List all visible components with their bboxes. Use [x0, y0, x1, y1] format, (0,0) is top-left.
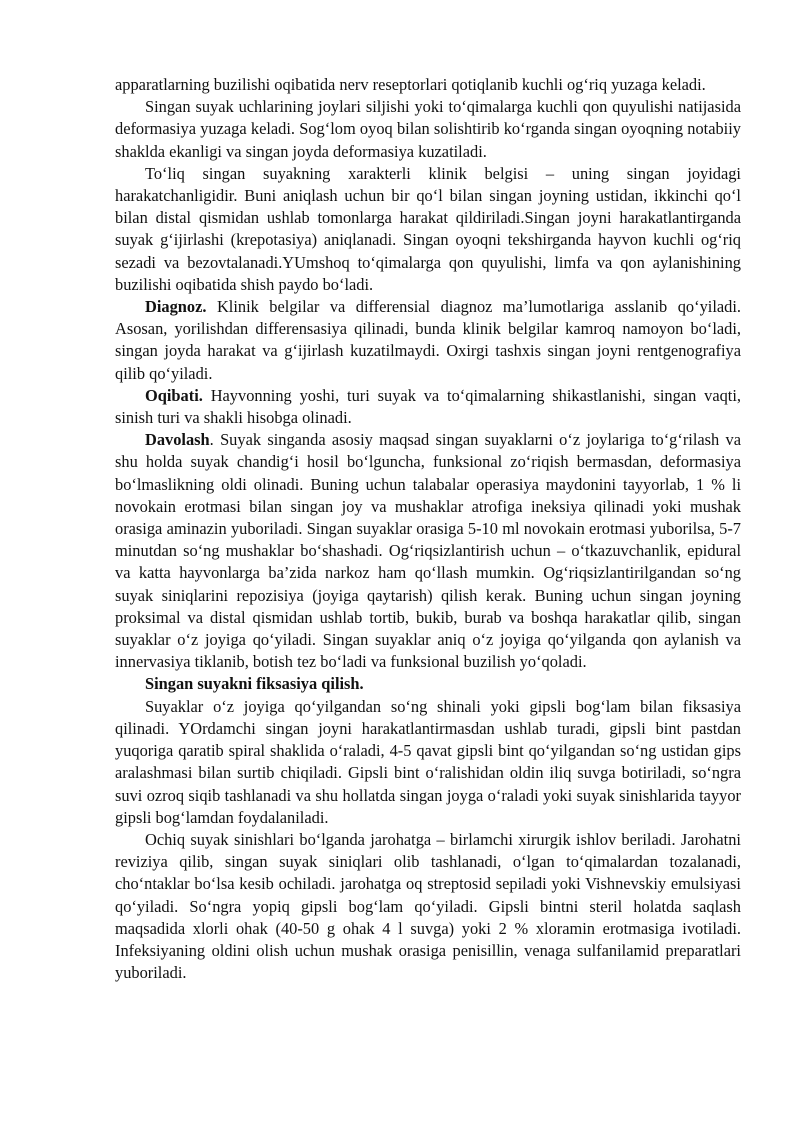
heading-davolash: Davolash: [145, 430, 210, 450]
paragraph-diagnoz: [115, 296, 741, 385]
paragraph-davolash-text: . Suyak singanda asosiy maqsad singan suyaklarni o‘z joylariga to‘g‘rilash va shu holda suyak chandig‘i hosil bo‘lguncha, funksional zo‘riqish bermasdan, deformasiya bo‘lmaslikning oldi olinadi. Buning uchun talabalar operasiya maydonini tayyorlab, 1 % li novokain erotmasi bilan singan joy va mushaklar atrofiga ineksiya qilinadi yoki mushak orasiga aminazin yuboriladi. Singan suyaklar orasiga 5-10 ml novokain erotmasi yuborilsa, 5-7 minutdan so‘ng mushaklar bo‘shashadi. Og‘riqsizlantirish uchun – o‘tkazuvchanlik, epidural va katta hayvonlarga ba’zida narkoz ham qo‘llash mumkin. Og‘riqsizlantirilgandan so‘ng suyak siniqlarini repozisiya (joyiga qaytarish) qilish kerak. Buning uchun singan joyning proksimal va distal qismidan ushlab tortib, bukib, burab va boshqa harakatlar qilib, singan suyaklar o‘z joyiga qo‘yiladi. Singan suyaklar aniq o‘z joyiga qo‘yilganda qon aylanish va innervasiya tiklanib, botish tez bo‘ladi va funksional buzilish yo‘qoladi.: [115, 430, 741, 672]
paragraph-3-text: To‘liq singan suyakning xarakterli klinik belgisi – uning singan joyidagi harakatchanligidir. Buni aniqlash uchun bir qo‘l bilan singan joyning ustidan, ikkinchi qo‘l bilan distal qismidan ushlab tomonlarga harakat qildiriladi.Singan joyni harakatlantirganda suyak g‘ijirlashi (krepotasiya) aniqlanadi. Singan oyoqni tekshirganda hayvon kuchli og‘riq sezadi va bezovtalanadi.YUmshoq to‘qimalarga qon quyulishi, limfa va qon aylanishining buzilishi oqibatida shish paydo bo‘ladi.: [115, 163, 741, 294]
paragraph-ochiq-text: Ochiq suyak sinishlari bo‘lganda jarohatga – birlamchi xirurgik ishlov beriladi. Jarohatni reviziya qilib, singan suyak siniqlari olib tashlanadi, o‘lgan to‘qimalardan tozalanadi, cho‘ntaklar bo‘lsa kesib ochiladi. jarohatga oq streptosid sepiladi yoki Vishnevskiy emulsiyasi qo‘yiladi. So‘ngra yopiq gipsli bog‘lam qo‘yiladi. Gipsli bintni steril holatda saqlash maqsadida xlorli ohak (40-50 g ohak 4 l suvga) yoki 2 % xloramin erotmasiga ivotiladi. Infeksiyaning oldini olish uchun mushak orasiga penisillin, venaga sulfanilamid preparatlari yuboriladi.: [115, 829, 741, 983]
paragraph-oqibati: [115, 385, 741, 429]
paragraph-2: [115, 96, 741, 163]
paragraph-ochiq: [115, 829, 741, 984]
heading-oqibati: Oqibati.: [145, 385, 203, 405]
heading-fiksasiya: Singan suyakni fiksasiya qilish.: [145, 674, 364, 694]
paragraph-3: [115, 163, 741, 296]
paragraph-1: [115, 74, 741, 96]
section-heading-fiksasiya: [115, 673, 741, 695]
document-page: [115, 74, 741, 984]
paragraph-fiksasiya-text: Suyaklar o‘z joyiga qo‘yilgandan so‘ng shinali yoki gipsli bog‘lam bilan fiksasiya qilinadi. YOrdamchi singan joyni harakatlantirmasdan ushlab turadi, gipsli bint pastdan yuqoriga qaratib spiral shaklida o‘raladi, 4-5 qavat gipsli bint qo‘yilgandan so‘ng ustidan gips aralashmasi bilan surtib chiqiladi. Gipsli bint o‘ralishidan oldin iliq suvga botiriladi, so‘ngra suvi ozroq siqib tashlanadi va shu hollatda singan joyga o‘raladi yoki suyak sinishlarida tayyor gipsli bog‘lamdan foydalaniladi.: [115, 696, 741, 827]
paragraph-oqibati-text: Hayvonning yoshi, turi suyak va to‘qimalarning shikastlanishi, singan vaqti, sinish turi va shakli hisobga olinadi.: [115, 385, 741, 428]
heading-diagnoz: Diagnoz.: [145, 297, 207, 317]
paragraph-1-text: apparatlarning buzilishi oqibatida nerv reseptorlari qotiqlanib kuchli og‘riq yuzaga keladi.: [115, 75, 706, 94]
paragraph-2-text: Singan suyak uchlarining joylari siljishi yoki to‘qimalarga kuchli qon quyulishi natijasida deformasiya yuzaga keladi. Sog‘lom oyoq bilan solishtirib ko‘rganda singan oyoqning notabiiy shaklda ekanligi va singan joyda deformasiya kuzatiladi.: [115, 97, 741, 161]
paragraph-fiksasiya: [115, 696, 741, 829]
paragraph-diagnoz-text: Klinik belgilar va differensial diagnoz ma’lumotlariga asslanib qo‘yiladi. Asosan, yorilishdan differensasiya qilinadi, bunda klinik belgilar kamroq namoyon bo‘ladi, singan joyda harakat va g‘ijirlash kuzatilmaydi. Oxirgi tashxis singan joyni rentgenografiya qilib qo‘yiladi.: [115, 297, 741, 383]
paragraph-davolash: [115, 429, 741, 673]
